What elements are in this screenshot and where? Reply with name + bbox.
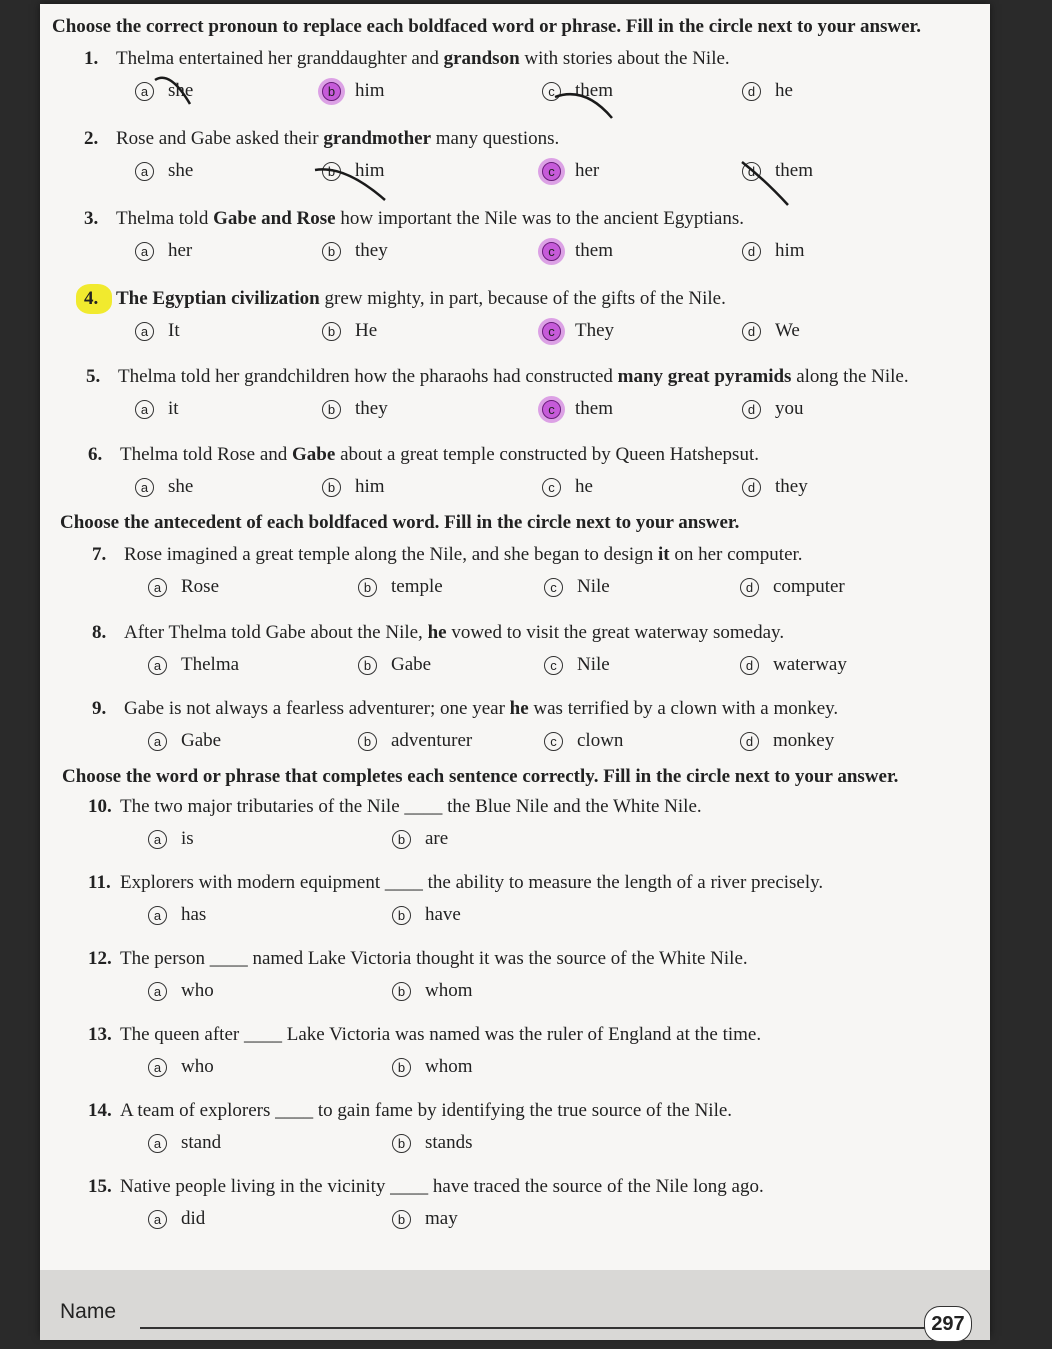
question-number: 11. (88, 872, 111, 893)
answer-option-9b[interactable] (358, 730, 472, 752)
question-11 (88, 872, 823, 894)
answer-option-1b[interactable] (322, 80, 385, 102)
answer-option-8a[interactable] (148, 654, 239, 676)
answer-label: Thelma (181, 654, 240, 675)
question-number: 6. (88, 444, 103, 465)
name-label: Name (60, 1300, 117, 1323)
answer-bubble[interactable]: c (542, 162, 561, 181)
answer-label: did (181, 1208, 206, 1229)
answer-option-4b[interactable] (322, 320, 377, 342)
question-text: After Thelma told Gabe about the Nile, (124, 622, 428, 643)
answer-label: whom (425, 1056, 473, 1077)
answer-option-5b[interactable] (322, 398, 388, 420)
question-text: on her computer. (669, 544, 803, 565)
answer-bubble[interactable]: a (148, 906, 167, 925)
question-text: ____ the ability to measure the length of a river precisely. (384, 872, 824, 893)
answer-bubble[interactable]: d (742, 322, 761, 341)
question-12 (88, 948, 748, 970)
answer-option-9d[interactable] (740, 730, 834, 752)
question-text: A team of explorers (120, 1100, 276, 1121)
answer-bubble[interactable]: b (392, 1210, 411, 1229)
question-number: 4. (84, 288, 99, 309)
answer-bubble[interactable]: d (742, 478, 761, 497)
answer-bubble[interactable]: a (135, 478, 154, 497)
directions-2: Choose the antecedent of each boldfaced word. Fill in the circle next to your answer. (60, 512, 740, 533)
question-7 (92, 544, 803, 566)
question-text: Thelma told Rose and (120, 444, 293, 465)
answer-label: she (168, 80, 194, 101)
question-text: was terrified by a clown with a monkey. (528, 698, 839, 719)
answer-bubble[interactable]: b (392, 830, 411, 849)
answer-bubble[interactable]: a (135, 400, 154, 419)
answer-label: has (181, 904, 207, 925)
question-number: 10. (88, 796, 112, 817)
answer-option-14b[interactable] (392, 1132, 473, 1154)
boldfaced-word: Gabe and Rose (213, 208, 336, 229)
answer-option-6c[interactable] (542, 476, 593, 498)
answer-bubble[interactable]: a (148, 830, 167, 849)
answer-bubble[interactable]: d (742, 242, 761, 261)
question-text: many questions. (431, 128, 560, 149)
answer-bubble[interactable]: b (358, 656, 377, 675)
answer-label: clown (577, 730, 624, 751)
answer-bubble[interactable]: a (148, 732, 167, 751)
answer-label: they (355, 240, 388, 261)
answer-option-13b[interactable] (392, 1056, 473, 1078)
question-text: vowed to visit the great waterway someday. (446, 622, 785, 643)
answer-label: Nile (577, 576, 610, 597)
answer-option-12a[interactable] (148, 980, 214, 1002)
answer-option-4c[interactable] (542, 320, 614, 342)
answer-option-3a[interactable] (135, 240, 192, 262)
answer-label: Rose (181, 576, 219, 597)
answer-bubble[interactable]: a (148, 1134, 167, 1153)
boldfaced-word: he (509, 698, 529, 719)
answer-bubble[interactable]: a (148, 1058, 167, 1077)
answer-bubble[interactable]: b (392, 982, 411, 1001)
answer-bubble[interactable]: a (148, 982, 167, 1001)
boldfaced-word: he (427, 622, 447, 643)
answer-bubble[interactable]: a (135, 82, 154, 101)
question-2 (84, 128, 559, 150)
answer-bubble[interactable]: c (542, 82, 561, 101)
answer-bubble[interactable]: d (740, 578, 759, 597)
answer-label: she (168, 160, 194, 181)
answer-option-12b[interactable] (392, 980, 473, 1002)
answer-label: him (355, 160, 385, 181)
answer-bubble[interactable]: a (135, 162, 154, 181)
footer-band (40, 1270, 990, 1340)
question-number: 2. (84, 128, 99, 149)
answer-label: adventurer (391, 730, 473, 751)
question-text: The person (120, 948, 210, 969)
answer-bubble[interactable]: d (740, 732, 759, 751)
answer-bubble[interactable]: b (358, 578, 377, 597)
answer-bubble[interactable]: a (148, 578, 167, 597)
question-text: ____ Lake Victoria was named was the ruler of England at the time. (243, 1024, 762, 1045)
answer-label: is (181, 828, 194, 849)
answer-label: computer (773, 576, 845, 597)
answer-bubble[interactable]: a (148, 1210, 167, 1229)
answer-label: them (575, 398, 613, 419)
answer-option-8c[interactable] (544, 654, 610, 676)
question-text: Thelma told (116, 208, 214, 229)
answer-option-2c[interactable] (542, 160, 599, 182)
boldfaced-word: grandson (443, 48, 520, 69)
answer-label: he (575, 476, 593, 497)
answer-option-1d[interactable] (742, 80, 793, 102)
answer-option-4a[interactable] (135, 320, 180, 342)
answer-bubble[interactable]: c (542, 242, 561, 261)
question-number: 13. (88, 1024, 112, 1045)
question-4 (84, 288, 726, 310)
question-number: 1. (84, 48, 99, 69)
boldfaced-word: The Egyptian civilization (116, 288, 320, 309)
name-input-line[interactable] (140, 1327, 930, 1329)
answer-label: who (181, 980, 214, 1001)
answer-label: you (775, 398, 804, 419)
question-text: grew mighty, in part, because of the gifts of the Nile. (319, 288, 726, 309)
answer-bubble[interactable]: b (392, 1134, 411, 1153)
answer-option-6a[interactable] (135, 476, 193, 498)
question-text: Rose imagined a great temple along the Nile, and she began to design (124, 544, 658, 565)
answer-label: stands (425, 1132, 473, 1153)
question-number: 14. (88, 1100, 112, 1121)
answer-label: Gabe (181, 730, 222, 751)
answer-option-11a[interactable] (148, 904, 206, 926)
answer-label: he (775, 80, 793, 101)
question-text: Thelma told her grandchildren how the pharaohs had constructed (118, 366, 618, 387)
answer-bubble[interactable]: d (740, 656, 759, 675)
question-number: 15. (88, 1176, 112, 1197)
answer-label: it (168, 398, 179, 419)
question-text: along the Nile. (791, 366, 909, 387)
question-1 (84, 48, 730, 70)
question-text: ____ the Blue Nile and the White Nile. (404, 796, 702, 817)
answer-bubble[interactable]: a (135, 242, 154, 261)
answer-option-10b[interactable] (392, 828, 448, 850)
answer-bubble[interactable]: d (742, 82, 761, 101)
answer-bubble[interactable]: b (392, 1058, 411, 1077)
question-text: with stories about the Nile. (519, 48, 730, 69)
answer-option-4d[interactable] (742, 320, 800, 342)
question-15 (88, 1176, 764, 1198)
question-14 (88, 1100, 732, 1122)
answer-option-6d[interactable] (742, 476, 808, 498)
answer-bubble[interactable]: b (322, 478, 341, 497)
answer-bubble[interactable]: c (544, 578, 563, 597)
answer-option-9c[interactable] (544, 730, 623, 752)
answer-label: They (575, 320, 615, 341)
answer-label: have (425, 904, 461, 925)
answer-option-15a[interactable] (148, 1208, 205, 1230)
question-text: The queen after (120, 1024, 244, 1045)
question-text: The two major tributaries of the Nile (120, 796, 405, 817)
answer-label: they (775, 476, 808, 497)
answer-option-3c[interactable] (542, 240, 613, 262)
answer-bubble[interactable]: b (322, 242, 341, 261)
answer-option-15b[interactable] (392, 1208, 458, 1230)
answer-option-7c[interactable] (544, 576, 610, 598)
answer-option-1c[interactable] (542, 80, 613, 102)
boldfaced-word: many great pyramids (617, 366, 792, 387)
answer-label: We (775, 320, 800, 341)
answer-bubble[interactable]: b (322, 82, 341, 101)
answer-label: It (168, 320, 180, 341)
answer-bubble[interactable]: c (542, 322, 561, 341)
answer-option-2b[interactable] (322, 160, 385, 182)
answer-bubble[interactable]: b (392, 906, 411, 925)
answer-bubble[interactable]: d (742, 162, 761, 181)
answer-label: stand (181, 1132, 222, 1153)
question-text: Gabe is not always a fearless adventurer; one year (124, 698, 510, 719)
answer-option-7a[interactable] (148, 576, 219, 598)
answer-label: them (575, 80, 613, 101)
question-8 (92, 622, 784, 644)
answer-option-13a[interactable] (148, 1056, 214, 1078)
answer-bubble[interactable]: c (544, 732, 563, 751)
answer-option-5a[interactable] (135, 398, 179, 420)
boldfaced-word: grandmother (323, 128, 432, 149)
answer-label: He (355, 320, 378, 341)
question-3 (84, 208, 744, 230)
answer-option-1a[interactable] (135, 80, 193, 102)
answer-bubble[interactable]: c (542, 478, 561, 497)
answer-option-10a[interactable] (148, 828, 194, 850)
answer-bubble[interactable]: b (358, 732, 377, 751)
answer-bubble[interactable]: b (322, 162, 341, 181)
answer-label: them (575, 240, 613, 261)
boldfaced-word: it (657, 544, 670, 565)
answer-label: her (168, 240, 193, 261)
answer-option-2a[interactable] (135, 160, 193, 182)
answer-label: her (575, 160, 600, 181)
answer-option-8b[interactable] (358, 654, 431, 676)
question-text: Native people living in the vicinity (120, 1176, 391, 1197)
answer-option-2d[interactable] (742, 160, 813, 182)
answer-label: they (355, 398, 388, 419)
question-number: 12. (88, 948, 112, 969)
question-text: Explorers with modern equipment (120, 872, 385, 893)
question-number: 7. (92, 544, 107, 565)
page-number: 297 (924, 1306, 972, 1342)
answer-label: waterway (773, 654, 847, 675)
answer-option-11b[interactable] (392, 904, 461, 926)
answer-bubble[interactable]: b (322, 400, 341, 419)
question-5 (86, 366, 909, 388)
answer-option-7b[interactable] (358, 576, 443, 598)
question-13 (88, 1024, 761, 1046)
question-number: 5. (86, 366, 101, 387)
answer-label: him (775, 240, 805, 261)
answer-label: Nile (577, 654, 610, 675)
directions-1: Choose the correct pronoun to replace each boldfaced word or phrase. Fill in the circle next to your answer. (52, 16, 921, 37)
answer-label: are (425, 828, 449, 849)
answer-bubble[interactable]: c (542, 400, 561, 419)
answer-label: whom (425, 980, 473, 1001)
answer-option-14a[interactable] (148, 1132, 221, 1154)
answer-option-5c[interactable] (542, 398, 613, 420)
answer-label: who (181, 1056, 214, 1077)
question-6 (88, 444, 759, 466)
answer-label: him (355, 80, 385, 101)
answer-bubble[interactable]: a (135, 322, 154, 341)
answer-label: she (168, 476, 194, 497)
answer-bubble[interactable]: b (322, 322, 341, 341)
answer-option-7d[interactable] (740, 576, 845, 598)
answer-option-8d[interactable] (740, 654, 847, 676)
question-number: 3. (84, 208, 99, 229)
answer-label: him (355, 476, 385, 497)
question-text: ____ named Lake Victoria thought it was the source of the White Nile. (209, 948, 748, 969)
answer-option-3d[interactable] (742, 240, 805, 262)
answer-option-5d[interactable] (742, 398, 804, 420)
answer-label: may (425, 1208, 458, 1229)
answer-bubble[interactable]: a (148, 656, 167, 675)
answer-bubble[interactable]: d (742, 400, 761, 419)
question-text: Rose and Gabe asked their (116, 128, 324, 149)
question-text: how important the Nile was to the ancient Egyptians. (335, 208, 744, 229)
question-text: ____ have traced the source of the Nile long ago. (390, 1176, 764, 1197)
answer-option-9a[interactable] (148, 730, 221, 752)
answer-label: them (775, 160, 813, 181)
question-9 (92, 698, 838, 720)
answer-option-6b[interactable] (322, 476, 385, 498)
question-10 (88, 796, 702, 818)
answer-label: Gabe (391, 654, 432, 675)
question-number: 8. (92, 622, 107, 643)
directions-3: Choose the word or phrase that completes each sentence correctly. Fill in the circle next to your answer. (62, 766, 899, 787)
boldfaced-word: Gabe (292, 444, 336, 465)
answer-label: monkey (773, 730, 835, 751)
answer-label: temple (391, 576, 443, 597)
question-text: Thelma entertained her granddaughter and (116, 48, 444, 69)
question-number: 9. (92, 698, 107, 719)
question-text: about a great temple constructed by Queen Hatshepsut. (335, 444, 759, 465)
question-text: ____ to gain fame by identifying the true source of the Nile. (275, 1100, 733, 1121)
answer-bubble[interactable]: c (544, 656, 563, 675)
answer-option-3b[interactable] (322, 240, 388, 262)
